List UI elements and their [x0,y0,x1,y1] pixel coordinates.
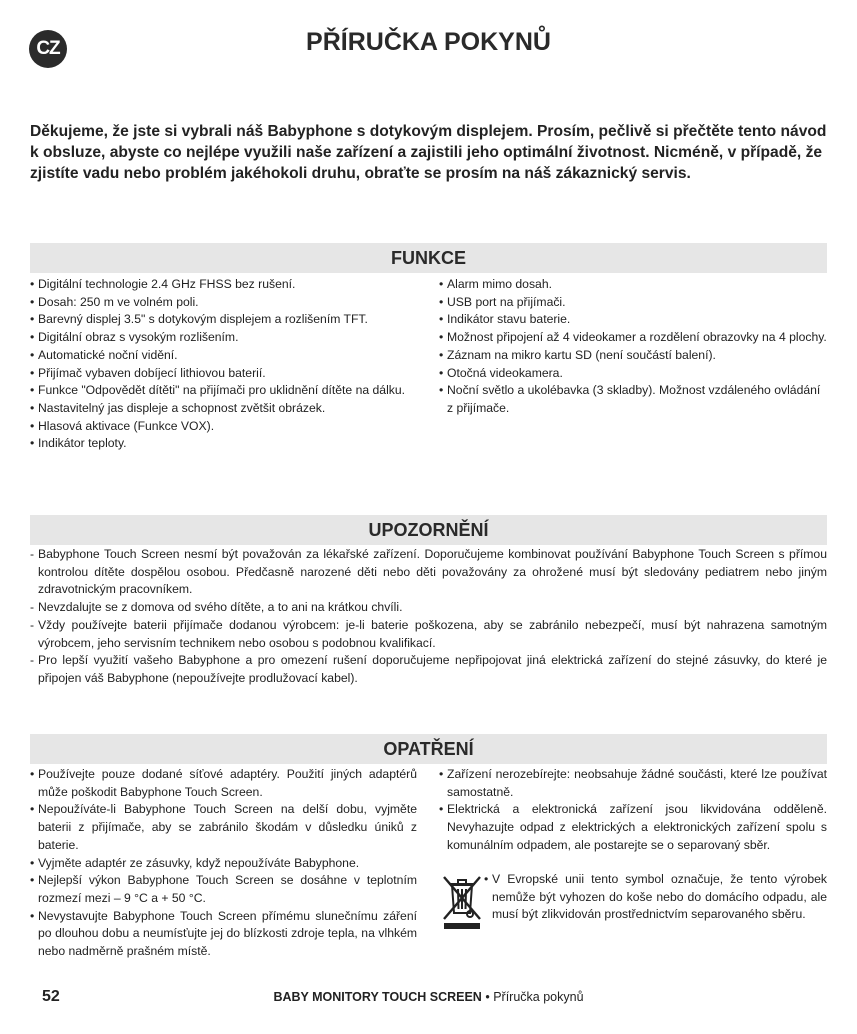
section-heading-opatreni: OPATŘENÍ [30,734,827,764]
list-item: • Možnost připojení až 4 videokamer a rozdělení obrazovky na 4 plochy. [439,329,827,347]
list-item: • Zařízení nerozebírejte: neobsahuje žádné součásti, které lze používat samostatně. [439,766,827,801]
list-item: • Nejlepší výkon Babyphone Touch Screen se dosáhne v teplotním rozmezí mezi – 9 °C a + 50 °C. [30,872,417,907]
list-item: • Záznam na mikro kartu SD (není součástí balení). [439,347,827,365]
funkce-left-column [30,276,412,453]
footer-subtitle: Příručka pokynů [493,990,584,1004]
page-number: 52 [42,988,60,1005]
list-item: • Indikátor teploty. [30,435,412,453]
footer-separator: • [485,990,490,1004]
list-item: • Otočná videokamera. [439,365,827,383]
list-item: - Vždy používejte baterii přijímače dodanou výrobcem: je-li baterie poškozena, aby se zabránilo nebezpečí, musí být nahrazena samotným výrobcem, jeho servisním technikem nebo osobou s podobnou kvalifikací. [30,617,827,652]
list-item: • Barevný displej 3.5" s dotykovým displejem a rozlišením TFT. [30,311,412,329]
list-item: • Hlasová aktivace (Funkce VOX). [30,418,412,436]
list-item: • Nastavitelný jas displeje a schopnost zvětšit obrázek. [30,400,412,418]
list-item: • Elektrická a elektronická zařízení jsou likvidována odděleně. Nevyhazujte odpad z elektrických a elektronických zařízení spolu s komunálním odpadem, ale postarejte se o separovaný sběr. [439,801,827,854]
list-item: • Alarm mimo dosah. [439,276,827,294]
list-item: • Nepoužíváte-li Babyphone Touch Screen na delší dobu, vyjměte baterii z přijímače, aby se zabránilo škodám v důsledku úniků z baterie. [30,801,417,854]
list-item: • USB port na přijímači. [439,294,827,312]
list-item: • Digitální technologie 2.4 GHz FHSS bez rušení. [30,276,412,294]
list-item: • Digitální obraz s vysokým rozlišením. [30,329,412,347]
list-item: • Noční světlo a ukolébavka (3 skladby). Možnost vzdáleného ovládání z přijímače. [439,382,827,417]
list-item: - Pro lepší využití vašeho Babyphone a pro omezení rušení doporučujeme nepřipojovat jiná elektrická zařízení do stejné zásuvky, do které je připojen váš Babyphone (nepoužívejte prodlužovací kabel). [30,652,827,687]
footer [0,990,857,1004]
list-item: • Dosah: 250 m ve volném poli. [30,294,412,312]
list-item: • Funkce "Odpovědět dítěti" na přijímači pro uklidnění dítěte na dálku. [30,382,412,400]
page-title: PŘÍRUČKA POKYNŮ [306,28,551,56]
language-badge: CZ [29,30,67,68]
list-item: - Babyphone Touch Screen nesmí být považován za lékařské zařízení. Doporučujeme kombinovat používání Babyphone Touch Screen s přímou kontrolou dítěte dospělou osobou. Předčasně narozené děti nebo děti považovány za ohrožené musí být sledovány pediatrem nebo jiným zdravotnickým pracovníkem. [30,546,827,599]
section-heading-upozorneni: UPOZORNĚNÍ [30,515,827,545]
list-item: • V Evropské unii tento symbol označuje, že tento výrobek nemůže být vyhozen do koše nebo do domácího odpadu, ale musí být zlikvidován prostřednictvím separovaného sběru. [484,871,827,924]
list-item: • Nevystavujte Babyphone Touch Screen přímému slunečnímu záření po dlouhou dobu a neumísťujte jej do blízkosti zdroje tepla, na vlhkém nebo nadměrně prašném místě. [30,908,417,961]
opatreni-left-column [30,766,417,961]
upozorneni-list [30,546,827,688]
intro-paragraph: Děkujeme, že jste si vybrali náš Babyphone s dotykovým displejem. Prosím, pečlivě si přečtěte tento návod k obsluze, abyste co nejlépe využili naše zařízení a zajistili jeho optimální životnost. Nicméně, v případě, že zjistíte vadu nebo problém jakéhokoli druhu, obraťte se prosím na náš zákaznický servis. [30,123,827,182]
list-item: • Používejte pouze dodané síťové adaptéry. Použití jiných adaptérů může poškodit Babyphone Touch Screen. [30,766,417,801]
list-item: • Indikátor stavu baterie. [439,311,827,329]
list-item: • Vyjměte adaptér ze zásuvky, když nepoužíváte Babyphone. [30,855,417,873]
footer-brand: BABY MONITORY TOUCH SCREEN [273,990,482,1004]
list-item: • Automatické noční vidění. [30,347,412,365]
list-item: - Nevzdalujte se z domova od svého dítěte, a to ani na krátkou chvíli. [30,599,827,617]
weee-crossed-bin-icon [440,873,484,931]
section-heading-funkce: FUNKCE [30,243,827,273]
list-item: • Přijímač vybaven dobíjecí lithiovou baterií. [30,365,412,383]
weee-notice [484,871,827,924]
opatreni-right-column [439,766,827,855]
funkce-right-column [439,276,827,418]
